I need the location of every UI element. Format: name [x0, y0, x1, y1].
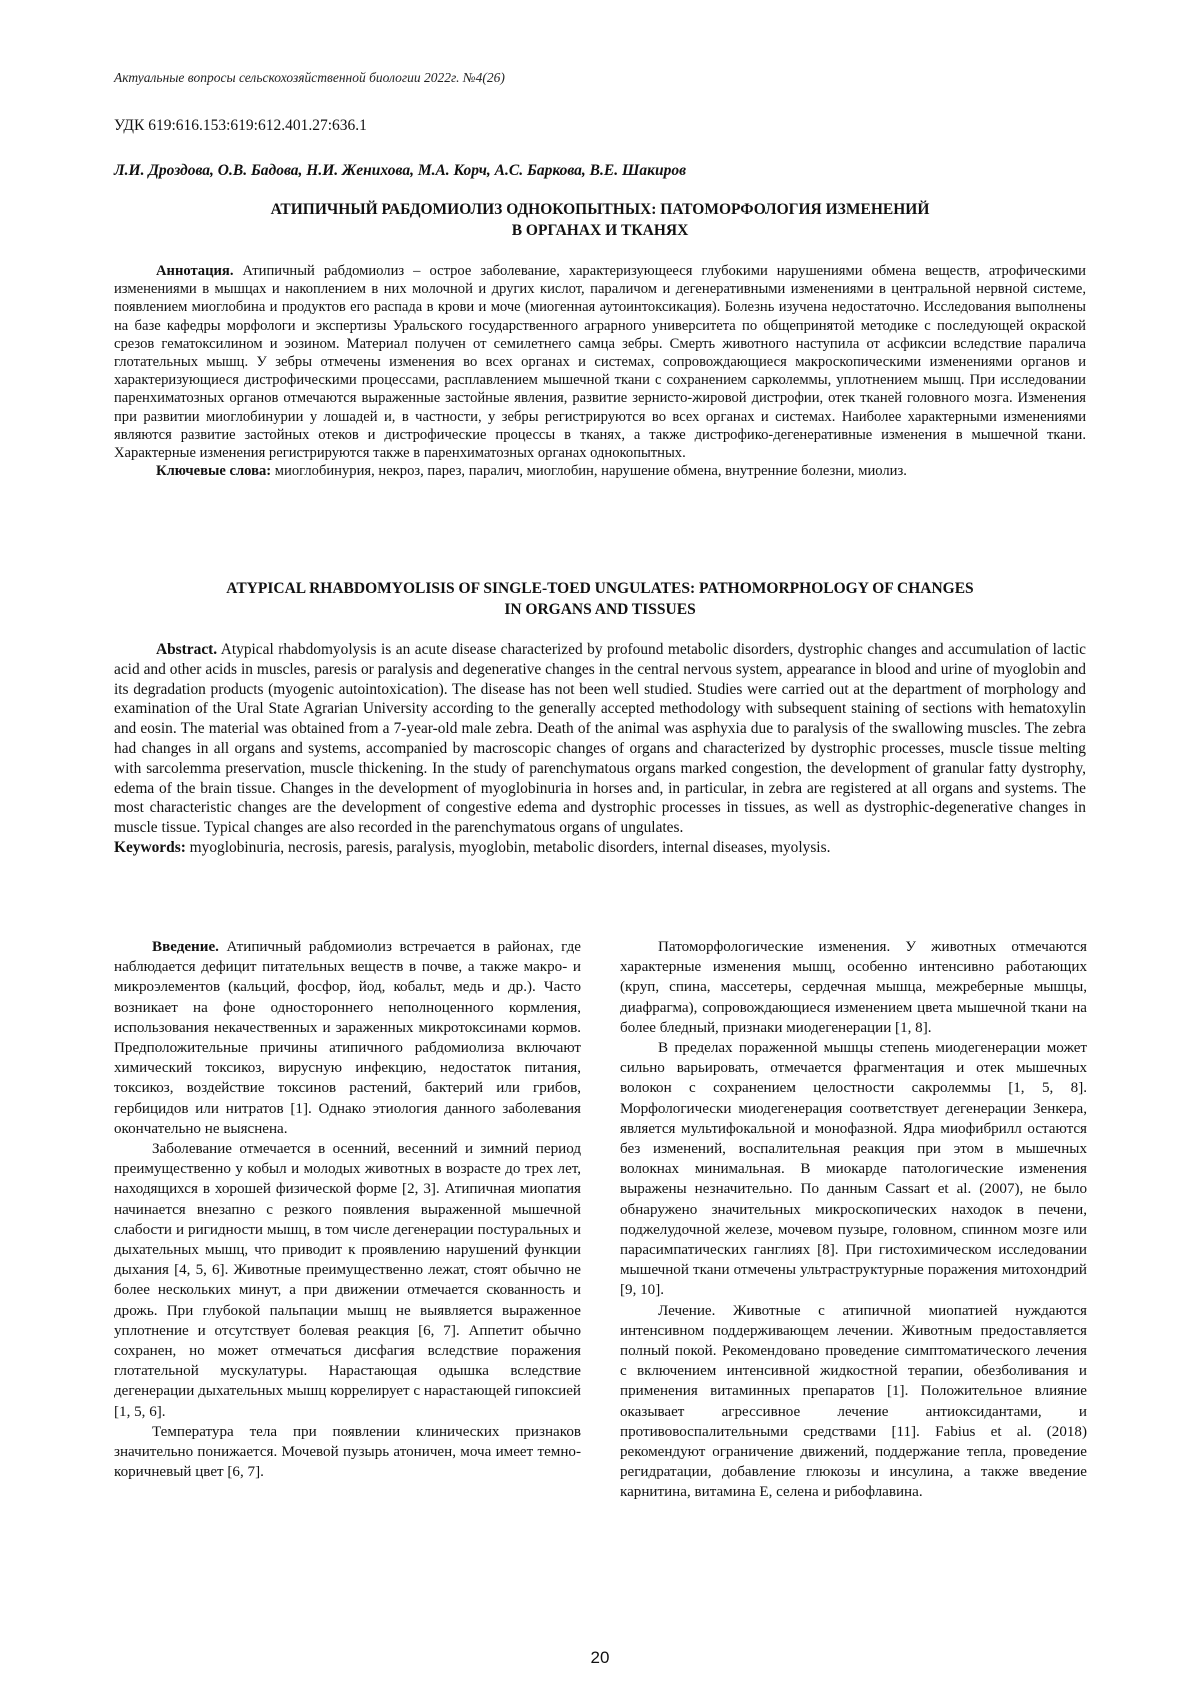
abstract-english — [114, 640, 1086, 858]
annotation-russian — [114, 262, 1086, 480]
keywords-russian — [114, 462, 1086, 480]
abstract-text: Atypical rhabdomyolysis is an acute disease characterized by profound metabolic disorders, dystrophic changes and accumulation of lactic acid and other acids in muscles, paresis or paralysis and degenerative changes in the central nervous system, appearance in blood and urine of myoglobin and its degradation products (myogenic autointoxication). The disease has not been well studied. Studies were carried out at the department of morphology and examination of the Ural State Agrarian University according to the generally accepted methodology with subsequent staining of sections with hematoxylin and eosin. The material was obtained from a 7-year-old male zebra. Death of the animal was asphyxia due to paralysis of the swallowing muscles. The zebra had changes in all organs and systems, accompanied by macroscopic changes of organs and characterized by dystrophic processes, muscle tissue melting with sarcolemma preservation, muscle thickening. In the study of parenchymatous organs marked congestion, the development of granular fatty dystrophy, edema of the brain tissue. Changes in the development of myoglobinuria in horses and, in particular, in zebra are registered at all organs and systems. The most characteristic changes are the development of congestive edema and dystrophic processes in tissues, as well as dystrophic-degenerative changes in muscle tissue. Typical changes are also recorded in the parenchymatous organs of ungulates. — [114, 641, 1086, 837]
keywords-english-label: Keywords: — [114, 838, 186, 856]
intro-paragraph-1 — [114, 937, 581, 1139]
annotation-label: Аннотация. — [156, 263, 234, 279]
body-column-right — [620, 937, 1087, 1503]
title-english-line-1: ATYPICAL RHABDOMYOLISIS OF SINGLE-TOED UNGULATES: PATHOMORPHOLOGY OF CHANGES — [226, 580, 974, 597]
authors-line: Л.И. Дроздова, О.В. Бадова, Н.И. Женихова, М.А. Корч, А.С. Баркова, В.Е. Шакиров — [114, 162, 687, 179]
intro-paragraph-3: Температура тела при появлении клинических признаков значительно понижается. Мочевой пузырь атоничен, моча имеет темно-коричневый цвет [6, 7]. — [114, 1423, 581, 1481]
intro-text-1: Атипичный рабдомиолиз встречается в районах, где наблюдается дефицит питательных веществ в почве, а также макро- и микроэлементов (кальций, фосфор, йод, кобальт, медь и др.). Часто возникает на фоне одностороннего неполноценного кормления, использования некачественных и зараженных микротоксинами кормов. Предположительные причины атипичного рабдомиолиза включают химический токсикоз, вирусную инфекцию, недостаток питания, токсикоз, воздействие токсинов растений, бактерий или грибов, гербицидов или нитратов [1]. Однако этиология данного заболевания окончательно не выяснена. — [114, 939, 581, 1137]
keywords-english — [114, 838, 1086, 858]
body-column-left — [114, 937, 581, 1482]
treatment-paragraph: Лечение. Животные с атипичной миопатией нуждаются интенсивном поддерживающем лечении. Животным предоставляется полный покой. Рекомендовано проведение симптоматического лечения с включением интенсивной жидкостной терапии, обезболивания и применения витаминных препаратов [1]. Положительное влияние оказывает агрессивное лечение антиоксидантами, и противовоспалительными средствами [11]. Fabius et al. (2018) рекомендуют ограничение движений, поддержание тепла, проведение регидратации, добавление глюкозы и инсулина, а также введение карнитина, витамина E, селена и рибофлавина. — [620, 1302, 1087, 1501]
intro-paragraph-2: Заболевание отмечается в осенний, весенний и зимний период преимущественно у кобыл и молодых животных в возрасте до трех лет, находящихся в хорошей физической форме [2, 3]. Атипичная миопатия начинается внезапно с резкого появления выраженной мышечной слабости и ригидности мышц, в том числе дегенерации постуральных и дыхательных мышц, что приводит к проявлению нарушений функции дыхания [4, 5, 6]. Животные преимущественно лежат, стоят обычно не более нескольких минут, а при движении отмечается скованность и дрожь. При глубокой пальпации мышц не выявляется выраженное уплотнение и отсутствует болевая реакция [6, 7]. Аппетит обычно сохранен, но может отмечаться дисфагия вследствие поражения глотательной мускулатуры. Нарастающая одышка вследствие дегенерации дыхательных мышц коррелирует с нарастающей гипоксией [1, 5, 6]. — [114, 1141, 581, 1420]
intro-label: Введение. — [152, 939, 219, 955]
page-number: 20 — [590, 1648, 610, 1667]
journal-header: Актуальные вопросы сельскохозяйственной биологии 2022г. №4(26) — [114, 70, 505, 85]
keywords-russian-label: Ключевые слова: — [156, 463, 272, 480]
myodegeneration-paragraph: В пределах пораженной мышцы степень миодегенерации может сильно варьировать, отмечается фрагментация и отек мышечных волокон с сохранением целостности сакролеммы [1, 5, 8]. Морфологически миодегенерация соответствует дегенерации Зенкера, является мультифокальной и монофазной. Ядра миофибрилл остаются без изменений, воспалительная реакция при этом в мышечных волокнах минимальная. В миокарде патологические изменения выражены незначительно. По данным Cassart et al. (2007), не было обнаружено значительных микроскопических находок в печени, поджелудочной железе, мочевом пузыре, головном, спинном мозге или парасимпатических ганглиях [8]. При гистохимическом исследовании мышечной ткани отмечены ультраструктурные поражения митохондрий [9, 10]. — [620, 1040, 1087, 1299]
title-russian-line-2: В ОРГАНАХ И ТКАНЯХ — [511, 222, 689, 239]
title-english — [114, 578, 1086, 620]
annotation-paragraph — [114, 262, 1086, 462]
title-english-line-2: IN ORGANS AND TISSUES — [504, 601, 696, 618]
annotation-text: Атипичный рабдомиолиз – острое заболевание, характеризующееся глубокими нарушениями обмена веществ, атрофическими изменениями в мышцах и накоплением в них молочной и других кислот, параличом и дегенеративными изменениями в центральной нервной системе, появлением миоглобина и продуктов его распада в крови и моче (миогенная аутоинтоксикация). Болезнь изучена недостаточно. Исследования выполнены на базе кафедры морфологи и экспертизы Уральского государственного аграрного университета по общепринятой методике с последующей окраской срезов гематоксилином и эозином. Материал получен от семилетнего самца зебры. Смерть животного наступила от асфиксии вследствие паралича глотательных мышц. У зебры отмечены изменения во всех органах и системах, сопровождающиеся макроскопическими изменениями органов и характеризующиеся дистрофическими процессами, расплавлением мышечной ткани с сохранением сарколеммы, уплотнением мышц. При исследовании паренхиматозных органов отмечаются выраженные застойные явления, развитие зернисто-жировой дистрофии, отек тканей головного мозга. Изменения при развитии миоглобинурии у лошадей и, в частности, у зебры регистрируются во всех органах и системах. Наиболее характерными изменениями являются развитие застойных отеков и дистрофические процессы в тканях, а также дистрофико-дегенеративные изменения в мышечной ткани. Характерные изменения регистрируются также в паренхиматозных органах однокопытных. — [114, 263, 1086, 462]
title-russian — [114, 199, 1086, 241]
keywords-english-text: myoglobinuria, necrosis, paresis, paralysis, myoglobin, metabolic disorders, internal diseases, myolysis. — [185, 838, 831, 856]
pathomorphology-paragraph: Патоморфологические изменения. У животных отмечаются характерные изменения мышц, особенно интенсивно работающих (круп, спина, массетеры, сердечная мышца, межреберные мышцы, диафрагма), сопровождающиеся изменением цвета мышечной ткани на более бледный, признаки миодегенерации [1, 8]. — [620, 939, 1087, 1036]
title-russian-line-1: АТИПИЧНЫЙ РАБДОМИОЛИЗ ОДНОКОПЫТНЫХ: ПАТОМОРФОЛОГИЯ ИЗМЕНЕНИЙ — [270, 201, 930, 218]
abstract-label: Abstract. — [156, 641, 218, 658]
abstract-paragraph — [114, 640, 1086, 838]
udk-code: УДК 619:616.153:619:612.401.27:636.1 — [114, 117, 367, 134]
keywords-russian-text: миоглобинурия, некроз, парез, паралич, миоглобин, нарушение обмена, внутренние болезни, миолиз. — [271, 463, 907, 480]
